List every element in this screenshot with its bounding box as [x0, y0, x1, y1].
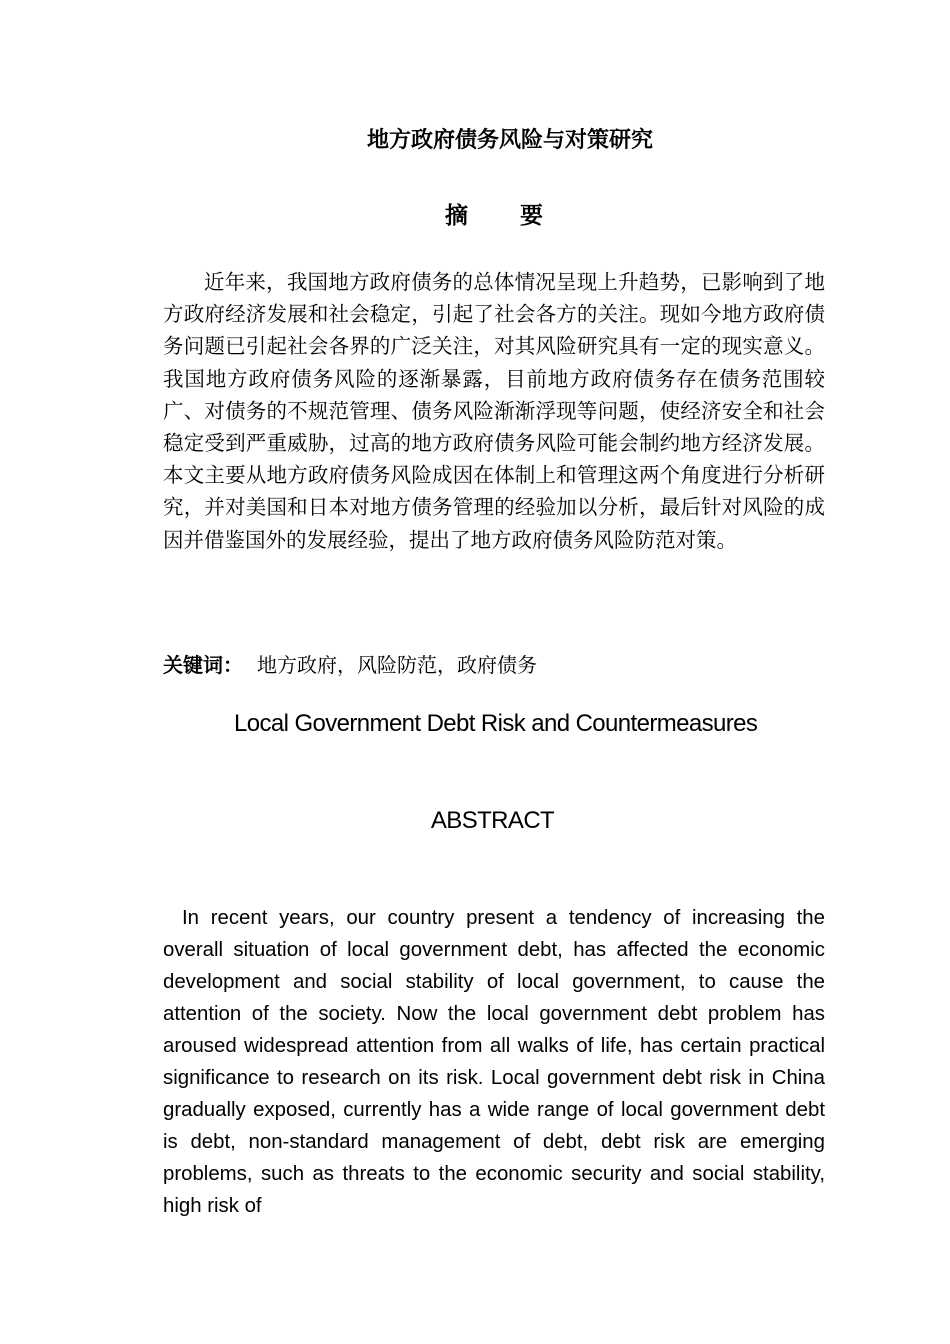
english-title: Local Government Debt Risk and Countermeasures [234, 710, 758, 737]
chinese-abstract-body: 近年来，我国地方政府债务的总体情况呈现上升趋势，已影响到了地方政府经济发展和社会稳定，引起了社会各方的关注。现如今地方政府债务问题已引起社会各界的广泛关注，对其风险研究具有一定的现实意义。我国地方政府债务风险的逐渐暴露，目前地方政府债务存在债务范围较广、对债务的不规范管理、债务风险渐渐浮现等问题，使经济安全和社会稳定受到严重威胁，过高的地方政府债务风险可能会制约地方经济发展。本文主要从地方政府债务风险成因在体制上和管理这两个角度进行分析研究，并对美国和日本对地方债务管理的经验加以分析，最后针对风险的成因并借鉴国外的发展经验，提出了地方政府债务风险防范对策。 [163, 270, 825, 552]
chinese-title: 地方政府债务风险与对策研究 [366, 128, 653, 153]
chinese-abstract-heading: 摘 要 [445, 203, 545, 229]
keywords-line [163, 649, 825, 682]
english-abstract-heading: ABSTRACT [430, 807, 555, 834]
keywords-label: 关键词： [163, 653, 243, 677]
keywords-value: 地方政府，风险防范，政府债务 [257, 653, 537, 677]
english-abstract-body: In recent years, our country present a tendency of increasing the overall situation of local government debt, has affected the economic development and social stability of local government, to cause the attention of the society. Now the local government debt problem has aroused widespread attention from all walks of life, has certain practical significance to research on its risk. Local government debt risk in China gradually exposed, currently has a wide range of local government debt is debt, non-standard management of debt, debt risk are emerging problems, such as threats to the economic security and social stability, high risk of [163, 907, 825, 1217]
